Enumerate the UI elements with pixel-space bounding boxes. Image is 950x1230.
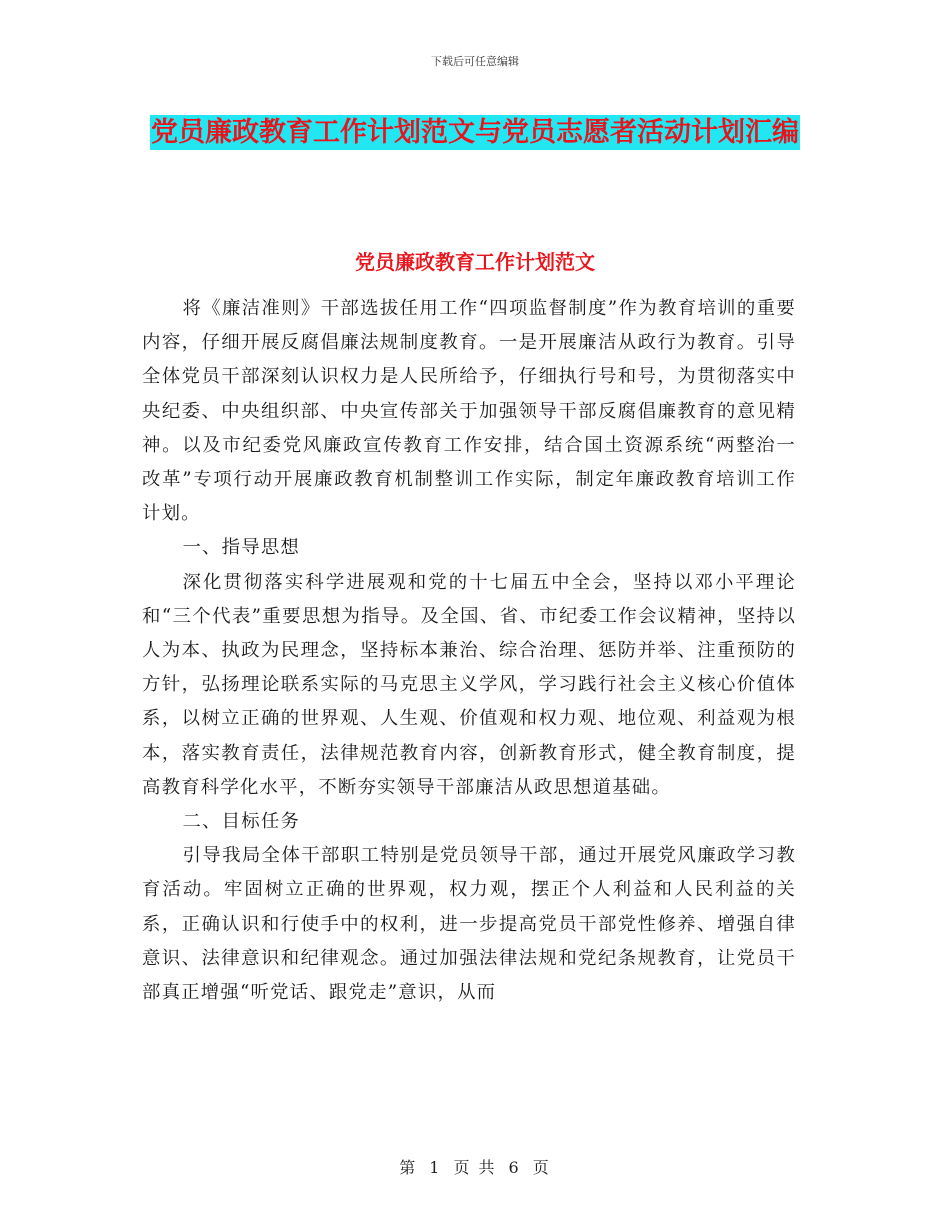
paragraph-guiding-ideology: 深化贯彻落实科学进展观和党的十七届五中全会，坚持以邓小平理论和“三个代表”重要思想为指导。及全国、省、市纪委工作会议精神，坚持以人为本、执政为民理念，坚持标本兼治、综合治理、惩防并举、注重预防的方针，弘扬理论联系实际的马克思主义学风，学习践行社会主义核心价值体系，以树立正确的世界观、人生观、价值观和权力观、地位观、利益观为根本，落实教育责任，法律规范教育内容，创新教育形式，健全教育制度，提高教育科学化水平，不断夯实领导干部廉洁从政思想道基础。 [142,571,796,798]
paragraph-intro: 将《廉洁准则》干部选拔任用工作“四项监督制度”作为教育培训的重要内容，仔细开展反腐倡廉法规制度教育。一是开展廉洁从政行为教育。引导全体党员干部深刻认识权力是人民所给予，仔细执行号和号，为贯彻落实中央纪委、中央组织部、中央宣传部关于加强领导干部反腐倡廉教育的意见精神。以及市纪委党风廉政宣传教育工作安排，结合国土资源系统“两整治一改革”专项行动开展廉政教育机制整训工作实际，制定年廉政教育培训工作计划。 [142,298,796,525]
document-body [142,292,796,1010]
footer-suffix: 页 [532,1158,551,1177]
page-number-footer [0,1155,950,1178]
document-title [145,110,805,155]
section-title: 党员廉政教育工作计划范文 [355,250,595,274]
header-note: 下载后可任意编辑 [431,55,519,68]
total-pages-number: 6 [508,1158,521,1177]
footer-prefix: 第 [399,1158,418,1177]
heading-goals-tasks: 二、目标任务 [182,811,301,833]
current-page-number: 1 [429,1158,442,1177]
heading-guiding-ideology: 一、指导思想 [182,537,301,559]
footer-middle: 页 共 [453,1158,497,1177]
paragraph-goals-tasks: 引导我局全体干部职工特别是党员领导干部，通过开展党风廉政学习教育活动。牢固树立正确的世界观，权力观，摆正个人利益和人民利益的关系，正确认识和行使手中的权利，进一步提高党员干部党性修养、增强自律意识、法律意识和纪律观念。通过加强法律法规和党纪条规教育，让党员干部真正增强“听党话、跟党走”意识，从而 [142,845,796,1004]
document-title-text: 党员廉政教育工作计划范文与党员志愿者活动计划汇编 [151,117,799,148]
